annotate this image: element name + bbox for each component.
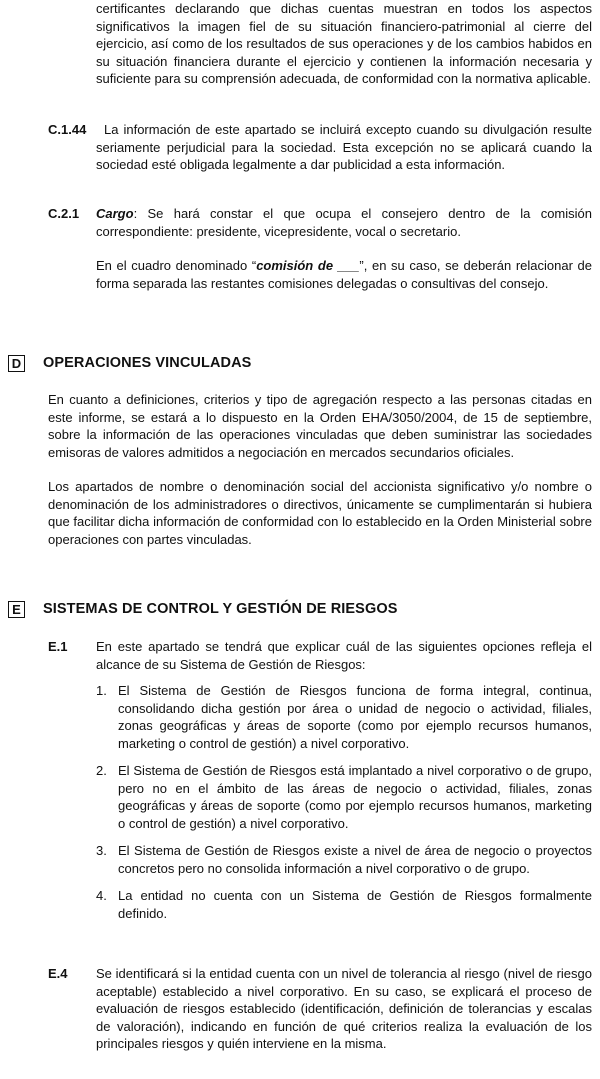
section-d-para-1: En cuanto a definiciones, criterios y tipo de agregación respecto a las personas citadas en este informe, se estará a lo dispuesto en la Orden EHA/3050/2004, de 15 de septiembre, sobre la información de las operaciones vinculadas que deben suministrar las sociedades emisoras de valores admitidos a negociación en mercados secundarios oficiales. [48,392,592,460]
section-d-title: OPERACIONES VINCULADAS [43,355,252,371]
section-e-title: SISTEMAS DE CONTROL Y GESTIÓN DE RIESGOS [43,601,398,617]
list-item-number: 3. [96,843,107,858]
c21-paragraph-2 [96,257,592,292]
list-item-text: El Sistema de Gestión de Riesgos está implantado a nivel corporativo o de grupo, pero no en el ámbito de las áreas de negocio o actividad, filiales, zonas geográficas y áreas de soporte (como por ejemplo recursos humanos, marketing o control de gestión) a nivel corporativo. [118,763,592,831]
section-e-letter: E [8,601,25,618]
e1-block [96,638,592,673]
e4-code: E.4 [48,966,68,981]
list-item [96,682,592,752]
c144-block [96,121,592,174]
c21-para2-before: En el cuadro denominado “ [96,258,257,273]
list-item-number: 4. [96,888,107,903]
e1-options-list [96,682,592,922]
section-d-para-2: Los apartados de nombre o denominación social del accionista significativo y/o nombre o denominación de los administradores o directivos, únicamente se cumplimentarán si hubiera que facilitar dicha información de conformidad con lo establecido en la Orden Ministerial sobre operaciones con partes vinculadas. [48,479,592,547]
c21-para2-emph: comisión de ___ [256,258,360,273]
list-item-text: El Sistema de Gestión de Riesgos funciona de forma integral, continua, consolidando dicha gestión por área o unidad de negocio o actividad, filiales, zonas geográficas y áreas de soporte (como por ejemplo recursos humanos, marketing o control de gestión) a nivel corporativo. [118,683,592,751]
section-d-body [48,391,592,548]
c144-text: La información de este apartado se incluirá excepto cuando su divulgación resulte seriamente perjudicial para la sociedad. Esta excepción no se aplicará cuando la sociedad esté obligada legalmente a dar publicidad a esta información. [96,122,592,172]
list-item [96,842,592,877]
c21-code: C.2.1 [48,206,80,221]
top-paragraph-block [96,0,592,88]
c21-text: : Se hará constar el que ocupa el consejero dentro de la comisión correspondiente: presidente, vicepresidente, vocal o secretario. [96,206,592,239]
list-item [96,887,592,922]
section-d-letter: D [8,355,25,372]
e4-text: Se identificará si la entidad cuenta con un nivel de tolerancia al riesgo (nivel de riesgo aceptable) establecido a nivel corporativo. En su caso, se explicará el proceso de evaluación de riesgos establecido (identificación, definición de tolerancias y escalas de valoración), indicando en función de qué criterios realiza la evaluación de los principales riesgos y quién interviene en la misma. [96,966,592,1051]
c21-para2-after: ”, en su caso, se deberán relacionar de forma separada las restantes comisiones delegadas o consultivas del consejo. [96,258,593,291]
list-item-number: 2. [96,763,107,778]
e1-text: En este apartado se tendrá que explicar cuál de las siguientes opciones refleja el alcance de su Sistema de Gestión de Riesgos: [96,639,592,672]
list-item-number: 1. [96,683,107,698]
c21-paragraph [96,205,592,240]
list-item-text: El Sistema de Gestión de Riesgos existe a nivel de área de negocio o proyectos concretos pero no consolida información a nivel corporativo o de grupo. [118,843,592,876]
section-d-heading [8,355,251,373]
c21-term: Cargo [96,206,134,221]
list-item-text: La entidad no cuenta con un Sistema de Gestión de Riesgos formalmente definido. [118,888,592,921]
e4-block [96,965,592,1053]
e1-code: E.1 [48,639,68,654]
top-paragraph: certificantes declarando que dichas cuentas muestran en todos los aspectos significativos la imagen fiel de su situación financiero-patrimonial al cierre del ejercicio, así como de los resultados de sus operaciones y de los cambios habidos en su situación financiera durante el ejercicio y contienen la información necesaria y suficiente para su comprensión adecuada, de conformidad con la normativa aplicable. [96,1,592,86]
c144-code: C.1.44 [48,122,87,137]
c21-block [96,205,592,292]
section-e-heading [8,601,397,619]
list-item [96,762,592,832]
